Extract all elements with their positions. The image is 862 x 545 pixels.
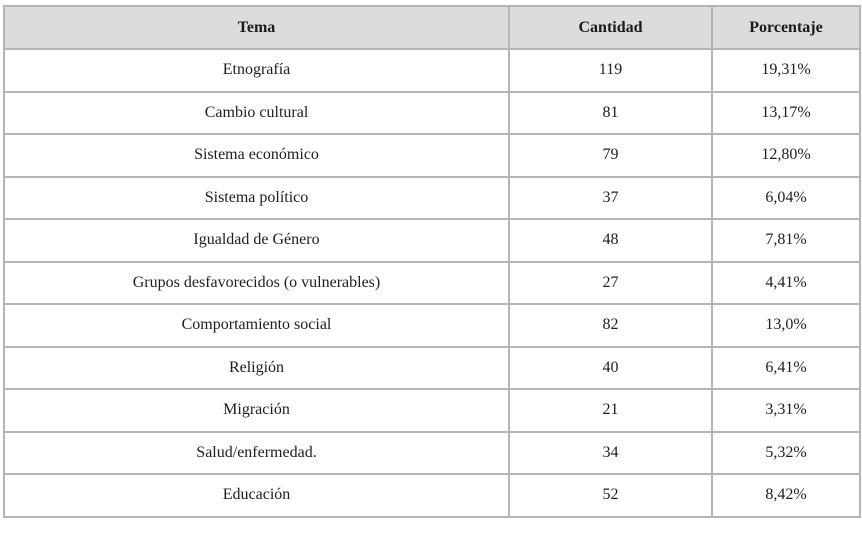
table-row: [4, 134, 860, 177]
table-row: [4, 347, 860, 390]
data-table-container: [3, 5, 859, 518]
cell-porcentaje: 13,0%: [712, 304, 860, 347]
cell-cantidad: 79: [509, 134, 712, 177]
cell-tema: Salud/enfermedad.: [4, 432, 509, 475]
table-row: [4, 474, 860, 517]
cell-cantidad: 48: [509, 219, 712, 262]
cell-tema: Igualdad de Género: [4, 219, 509, 262]
cell-cantidad: 21: [509, 389, 712, 432]
cell-cantidad: 81: [509, 92, 712, 135]
cell-cantidad: 82: [509, 304, 712, 347]
cell-cantidad: 37: [509, 177, 712, 220]
table-row: [4, 432, 860, 475]
header-cantidad: Cantidad: [509, 6, 712, 49]
header-tema: Tema: [4, 6, 509, 49]
cell-tema: Cambio cultural: [4, 92, 509, 135]
cell-cantidad: 34: [509, 432, 712, 475]
table-row: [4, 262, 860, 305]
cell-tema: Grupos desfavorecidos (o vulnerables): [4, 262, 509, 305]
cell-tema: Migración: [4, 389, 509, 432]
cell-cantidad: 52: [509, 474, 712, 517]
cell-porcentaje: 5,32%: [712, 432, 860, 475]
table-row: [4, 49, 860, 92]
cell-tema: Educación: [4, 474, 509, 517]
cell-cantidad: 27: [509, 262, 712, 305]
cell-porcentaje: 7,81%: [712, 219, 860, 262]
table-row: [4, 389, 860, 432]
cell-porcentaje: 19,31%: [712, 49, 860, 92]
table-body: [4, 49, 860, 517]
cell-porcentaje: 12,80%: [712, 134, 860, 177]
cell-porcentaje: 13,17%: [712, 92, 860, 135]
table-row: [4, 92, 860, 135]
table-header: [4, 6, 860, 49]
topics-table: [3, 5, 861, 518]
cell-porcentaje: 6,41%: [712, 347, 860, 390]
cell-tema: Religión: [4, 347, 509, 390]
table-row: [4, 177, 860, 220]
cell-porcentaje: 3,31%: [712, 389, 860, 432]
cell-tema: Etnografía: [4, 49, 509, 92]
cell-porcentaje: 6,04%: [712, 177, 860, 220]
header-porcentaje: Porcentaje: [712, 6, 860, 49]
cell-cantidad: 40: [509, 347, 712, 390]
cell-porcentaje: 4,41%: [712, 262, 860, 305]
table-row: [4, 304, 860, 347]
cell-tema: Comportamiento social: [4, 304, 509, 347]
cell-tema: Sistema político: [4, 177, 509, 220]
cell-tema: Sistema económico: [4, 134, 509, 177]
header-row: [4, 6, 860, 49]
table-row: [4, 219, 860, 262]
cell-cantidad: 119: [509, 49, 712, 92]
cell-porcentaje: 8,42%: [712, 474, 860, 517]
